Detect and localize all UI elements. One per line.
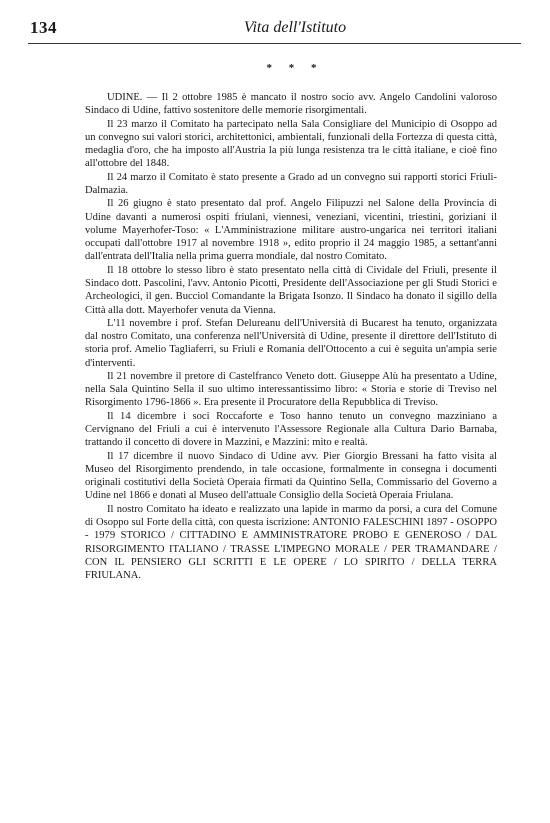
body-text xyxy=(85,91,497,582)
section-asterism: * * * xyxy=(266,62,324,74)
page-number: 134 xyxy=(30,18,57,37)
paragraph-bressani: Il 17 dicembre il nuovo Sindaco di Udine avv. Pier Giorgio Bressani ha fatto visita al Museo del Risorgimento prendendo, in tale occasione, formalmente in consegna i documenti originali costitutivi della Società Operaia firmati da Quintino Sella, Commissario del Governo a Udine nel 1866 e donati al Museo dell'attuale Consiglio della Società Operaia Friulana. xyxy=(85,450,497,502)
paragraph-cividale: Il 18 ottobre lo stesso libro è stato presentato nella città di Cividale del Friuli, presente il Sindaco dott. Pascolini, l'avv. Antonio Picotti, Presidente dell'Associazione per gli Studi Storici e Archeologici, il gen. Bucciol Comandante la Brigata Isonzo. Il Sindaco ha donato il sigillo della Città alla dott. Mayerhofer venuta da Vienna. xyxy=(85,264,497,316)
paragraph-alu: Il 21 novembre il pretore di Castelfranco Veneto dott. Giuseppe Alù ha presentato a Udine, nella Sala Quintino Sella il suo ultimo interessantissimo libro: « Storia e storie di Treviso nel Risorgimento 1796-1866 ». Era presente il Procuratore della Repubblica di Treviso. xyxy=(85,370,497,409)
header-rule xyxy=(28,43,521,44)
page-header xyxy=(30,18,520,42)
paragraph-mayerhofer-toso: Il 26 giugno è stato presentato dal prof. Angelo Filipuzzi nel Salone della Provincia di Udine davanti a numerosi ospiti friulani, viennesi, veneziani, vicentini, triestini, goriziani il volume Mayerhofer-Toso: « L'Amministrazione militare austro-ungarica nei territori italiani occupati dall'ottobre 1917 al novembre 1918 », edito proprio il 24 maggio 1985, a settant'anni dall'entrata dell'Italia nella prima guerra mondiale, dal nostro Comitato. xyxy=(85,198,497,263)
paragraph-delureanu: L'11 novembre i prof. Stefan Delureanu dell'Università di Bucarest ha tenuto, organizzata dal nostro Comitato, una conferenza nell'Università di Udine, presente il direttore dell'Istituto di storia prof. Amelio Tagliaferri, su Friuli e Romania dell'Ottocento a cui è seguita un'ampia serie d'interventi. xyxy=(85,317,497,369)
paragraph-osoppo-convegno: Il 23 marzo il Comitato ha partecipato nella Sala Consigliare del Municipio di Osoppo ad un convegno sui valori storici, architettonici, ambientali, funzionali della Fortezza di questa città, medaglia d'oro, che ha imposto all'Austria la più lunga resistenza tra le città italiane, e cioè fino all'ottobre del 1848. xyxy=(85,118,497,170)
paragraph-grado: Il 24 marzo il Comitato è stato presente a Grado ad un convegno sui rapporti storici Friuli-Dalmazia. xyxy=(85,171,497,196)
paragraph-lapide: Il nostro Comitato ha ideato e realizzato una lapide in marmo da porsi, a cura del Comune di Osoppo sul Forte della città, con questa iscrizione: ANTONIO FALESCHINI 1897 - OSOPPO - 1979 STORICO / CITTADINO E AMMINISTRATORE PROBO E GENEROSO / DAL RISORGIMENTO ITALIANO / TRASSE L'IMPEGNO MORALE / PER TRAMANDARE / CON IL PENSIERO GLI SCRITTI E LE OPERE / LO SPIRITO / DELLA TERRA FRIULANA. xyxy=(85,503,497,582)
paragraph-candolini: UDINE. — Il 2 ottobre 1985 è mancato il nostro socio avv. Angelo Candolini valoroso Sindaco di Udine, fattivo sostenitore delle memorie risorgimentali. xyxy=(85,92,497,117)
running-title: Vita dell'Istituto xyxy=(243,19,347,36)
paragraph-mazziniano: Il 14 dicembre i soci Roccaforte e Toso hanno tenuto un convegno mazziniano a Cervignano del Friuli a cui è intervenuto l'Assessore Regionale alla Cultura Dario Barnaba, trattando il concetto di dovere in Mazzini, e Mazzini: mito e realtà. xyxy=(85,410,497,449)
